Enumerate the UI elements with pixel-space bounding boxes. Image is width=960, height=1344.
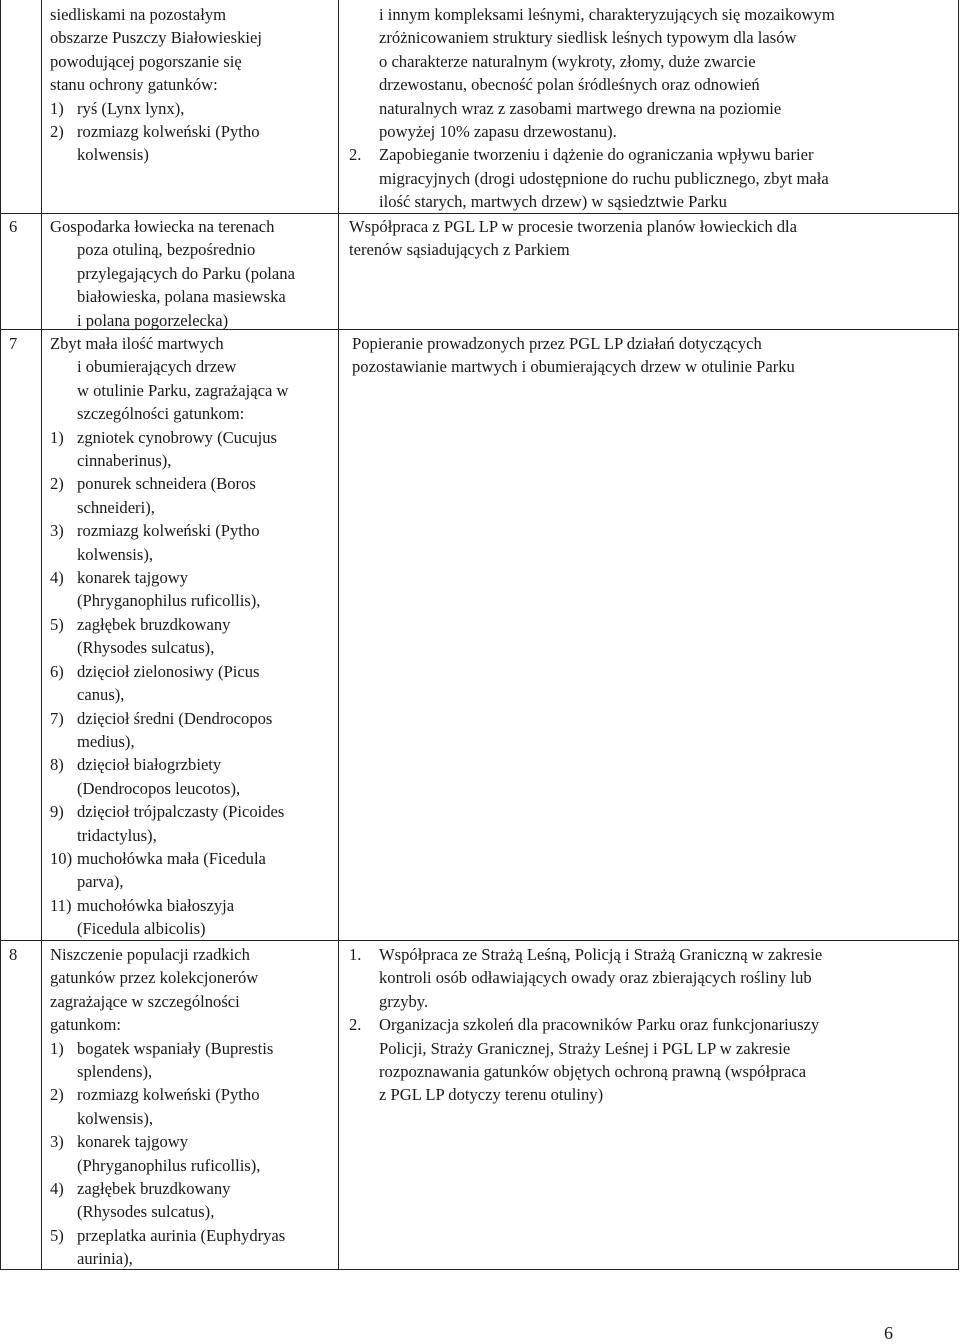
row-7-measures: Popieranie prowadzonych przez PGL LP działań dotyczących pozostawianie martwych i obumierających drzew w otulinie Parku [352, 334, 795, 377]
row-8-measures [349, 943, 822, 1107]
species-item: 8) dzięcioł białogrzbiety (Dendrocopos leucotos), [50, 755, 241, 798]
threat-line: obszarze Puszczy Białowieskiej [50, 28, 262, 48]
threat-line: siedliskami na pozostałym [50, 5, 227, 24]
row-6-threat [50, 215, 295, 332]
row-6-measures: Współpraca z PGL LP w procesie tworzenia planów łowieckich dla terenów sąsiadujących z Parkiem [349, 217, 798, 260]
row-number: 6 [9, 217, 18, 236]
threat-line: w otulinie Parku, zagrażająca w [77, 380, 289, 400]
species-item: 11) muchołówka białoszyja (Ficedula albicolis) [50, 895, 235, 939]
column-divider [41, 0, 42, 1270]
species-item: 4) zagłębek bruzdkowany (Rhysodes sulcatus), [50, 1179, 231, 1222]
species-item: 7) dzięcioł średni (Dendrocopos medius), [50, 708, 273, 751]
threat-line: Niszczenie populacji rzadkich [50, 945, 250, 964]
row-number: 8 [9, 945, 18, 964]
species-item: 2) rozmiazg kolweński (Pytho kolwensis), [50, 1085, 260, 1128]
threat-line: białowieska, polana masiewska [77, 287, 286, 307]
threat-line: Zbyt mała ilość martwych [50, 334, 224, 353]
species-item: 10) muchołówka mała (Ficedula parva), [50, 848, 266, 892]
threat-line: Gospodarka łowiecka na terenach [50, 217, 275, 236]
species-item: 2) ponurek schneidera (Boros schneideri), [50, 474, 256, 517]
threat-line: i obumierających drzew [77, 357, 237, 377]
threat-line: powodującej pogorszanie się [50, 51, 242, 71]
species-item: 5) przeplatka aurinia (Euphydryas aurinia), [50, 1225, 286, 1269]
threat-line: gatunkom: [50, 1015, 121, 1035]
species-item: 4) konarek tajgowy (Phryganophilus ruficollis), [50, 568, 261, 611]
threat-line: gatunków przez kolekcjonerów [50, 968, 259, 988]
threat-line: przylegających do Parku (polana [77, 263, 295, 283]
row-0-measures [349, 3, 835, 214]
row-0-threat [50, 3, 262, 167]
measure-item: 1. Współpraca ze Strażą Leśną, Policją i Strażą Graniczną w zakresie kontroli osób odławiających owady oraz zbierających rośliny lub grzyby. [349, 945, 823, 1011]
species-item: 9) dzięcioł trójpalczasty (Picoides tridactylus), [50, 802, 285, 845]
species-item: 5) zagłębek bruzdkowany (Rhysodes sulcatus), [50, 614, 231, 658]
measure-item: 2. Organizacja szkoleń dla pracowników Parku oraz funkcjonariuszy Policji, Straży Granicznej, Straży Leśnej i PGL LP w zakresie rozpoznawania gatunków objętych ochroną prawną (współpraca z PGL LP dotyczy terenu otuliny) [349, 1015, 820, 1105]
threat-line: stanu ochrony gatunków: [50, 75, 218, 95]
species-item: 3) konarek tajgowy (Phryganophilus ruficollis), [50, 1132, 261, 1175]
species-item: 2) rozmiazg kolweński (Pytho kolwensis) [50, 122, 260, 165]
row-7-threat [50, 332, 288, 941]
threat-line: poza otuliną, bezpośrednio [77, 240, 256, 260]
species-item: 1) ryś (Lynx lynx), [50, 98, 185, 118]
column-divider [338, 0, 339, 1270]
species-item: 6) dzięcioł zielonosiwy (Picus canus), [50, 661, 260, 705]
threat-line: i polana pogorzelecka) [77, 310, 229, 330]
row-8-threat [50, 943, 285, 1271]
row-number: 7 [9, 334, 18, 353]
page-number: 6 [884, 1323, 893, 1343]
measure-item: i innym kompleksami leśnymi, charakteryzujących się mozaikowym zróżnicowaniem struktury siedlisk leśnych typowym dla lasów o charakterze naturalnym (wykroty, złomy, duże zwarcie drzewostanu, obecność polan śródleśnych oraz odnowień naturalnych wraz z zasobami martwego drewna na poziomie powyżej 10% zapasu drzewostanu). [379, 5, 835, 142]
species-item: 1) zgniotek cynobrowy (Cucujus cinnaberinus), [50, 427, 278, 471]
measure-item: 2. Zapobieganie tworzeniu i dążenie do ograniczania wpływu barier migracyjnych (drogi udostępnione do ruchu publicznego, zbyt mała ilość starych, martwych drzew) w sąsiedztwie Parku [349, 145, 829, 212]
species-item: 3) rozmiazg kolweński (Pytho kolwensis), [50, 521, 260, 564]
species-item: 1) bogatek wspaniały (Buprestis splendens), [50, 1038, 274, 1082]
threat-line: szczególności gatunkom: [77, 404, 245, 424]
threat-line: zagrażające w szczególności [50, 991, 240, 1011]
